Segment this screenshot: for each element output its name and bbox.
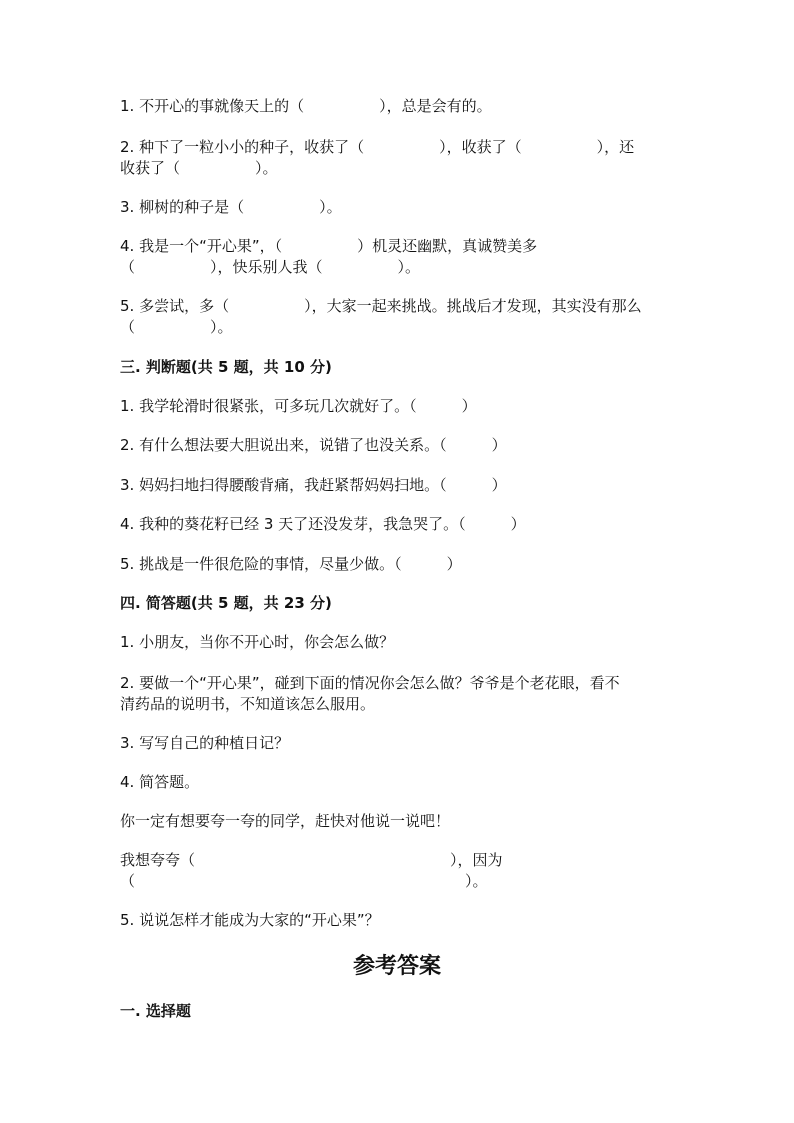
short-answer-q4: 4. 简答题。 xyxy=(120,773,200,791)
fill-blank-q4-line2: （ ），快乐别人我（ ）。 xyxy=(120,258,421,276)
short-answer-q4-prompt: 你一定有想要夸一夸的同学，赶快对他说一说吧！ xyxy=(120,812,451,830)
judgment-item-2: 2. 有什么想法要大胆说出来，说错了也没关系。（ ） xyxy=(120,436,507,454)
short-answer-section-heading: 四. 简答题(共 5 题，共 23 分) xyxy=(120,594,332,612)
judgment-item-1: 1. 我学轮滑时很紧张，可多玩几次就好了。（ ） xyxy=(120,397,477,415)
short-answer-q5: 5. 说说怎样才能成为大家的“开心果”？ xyxy=(120,911,380,929)
short-answer-q4-line2: （ ）。 xyxy=(120,872,488,890)
short-answer-q4-line1: 我想夸夸（ ），因为 xyxy=(120,851,503,869)
judgment-item-3: 3. 妈妈扫地扫得腰酸背痛，我赶紧帮妈妈扫地。（ ） xyxy=(120,476,507,494)
fill-blank-q3: 3. 柳树的种子是（ ）。 xyxy=(120,198,342,216)
short-answer-q2-line1: 2. 要做一个“开心果”，碰到下面的情况你会怎么做？爷爷是个老花眼，看不 xyxy=(120,674,620,692)
answer-section-1-heading: 一. 选择题 xyxy=(120,1002,191,1020)
fill-blank-q1: 1. 不开心的事就像天上的（ ），总是会有的。 xyxy=(120,97,492,115)
fill-blank-q4-line1: 4. 我是一个“开心果”，（ ）机灵还幽默，真诚赞美多 xyxy=(120,237,538,255)
fill-blank-q2-line1: 2. 种下了一粒小小的种子，收获了（ ），收获了（ ），还 xyxy=(120,138,635,156)
short-answer-q1: 1. 小朋友，当你不开心时，你会怎么做？ xyxy=(120,633,395,651)
fill-blank-q2-line2: 收获了（ ）。 xyxy=(120,159,278,177)
judgment-item-4: 4. 我种的葵花籽已经 3 天了还没发芽，我急哭了。（ ） xyxy=(120,515,526,533)
judgment-item-5: 5. 挑战是一件很危险的事情，尽量少做。（ ） xyxy=(120,555,462,573)
answer-key-title: 参考答案 xyxy=(352,953,441,979)
fill-blank-q5-line1: 5. 多尝试，多（ ），大家一起来挑战。挑战后才发现，其实没有那么 xyxy=(120,297,642,315)
fill-blank-q5-line2: （ ）。 xyxy=(120,318,233,336)
short-answer-q3: 3. 写写自己的种植日记？ xyxy=(120,734,290,752)
judgment-section-heading: 三. 判断题(共 5 题，共 10 分) xyxy=(120,358,332,376)
short-answer-q2-line2: 清药品的说明书，不知道该怎么服用。 xyxy=(120,695,376,713)
